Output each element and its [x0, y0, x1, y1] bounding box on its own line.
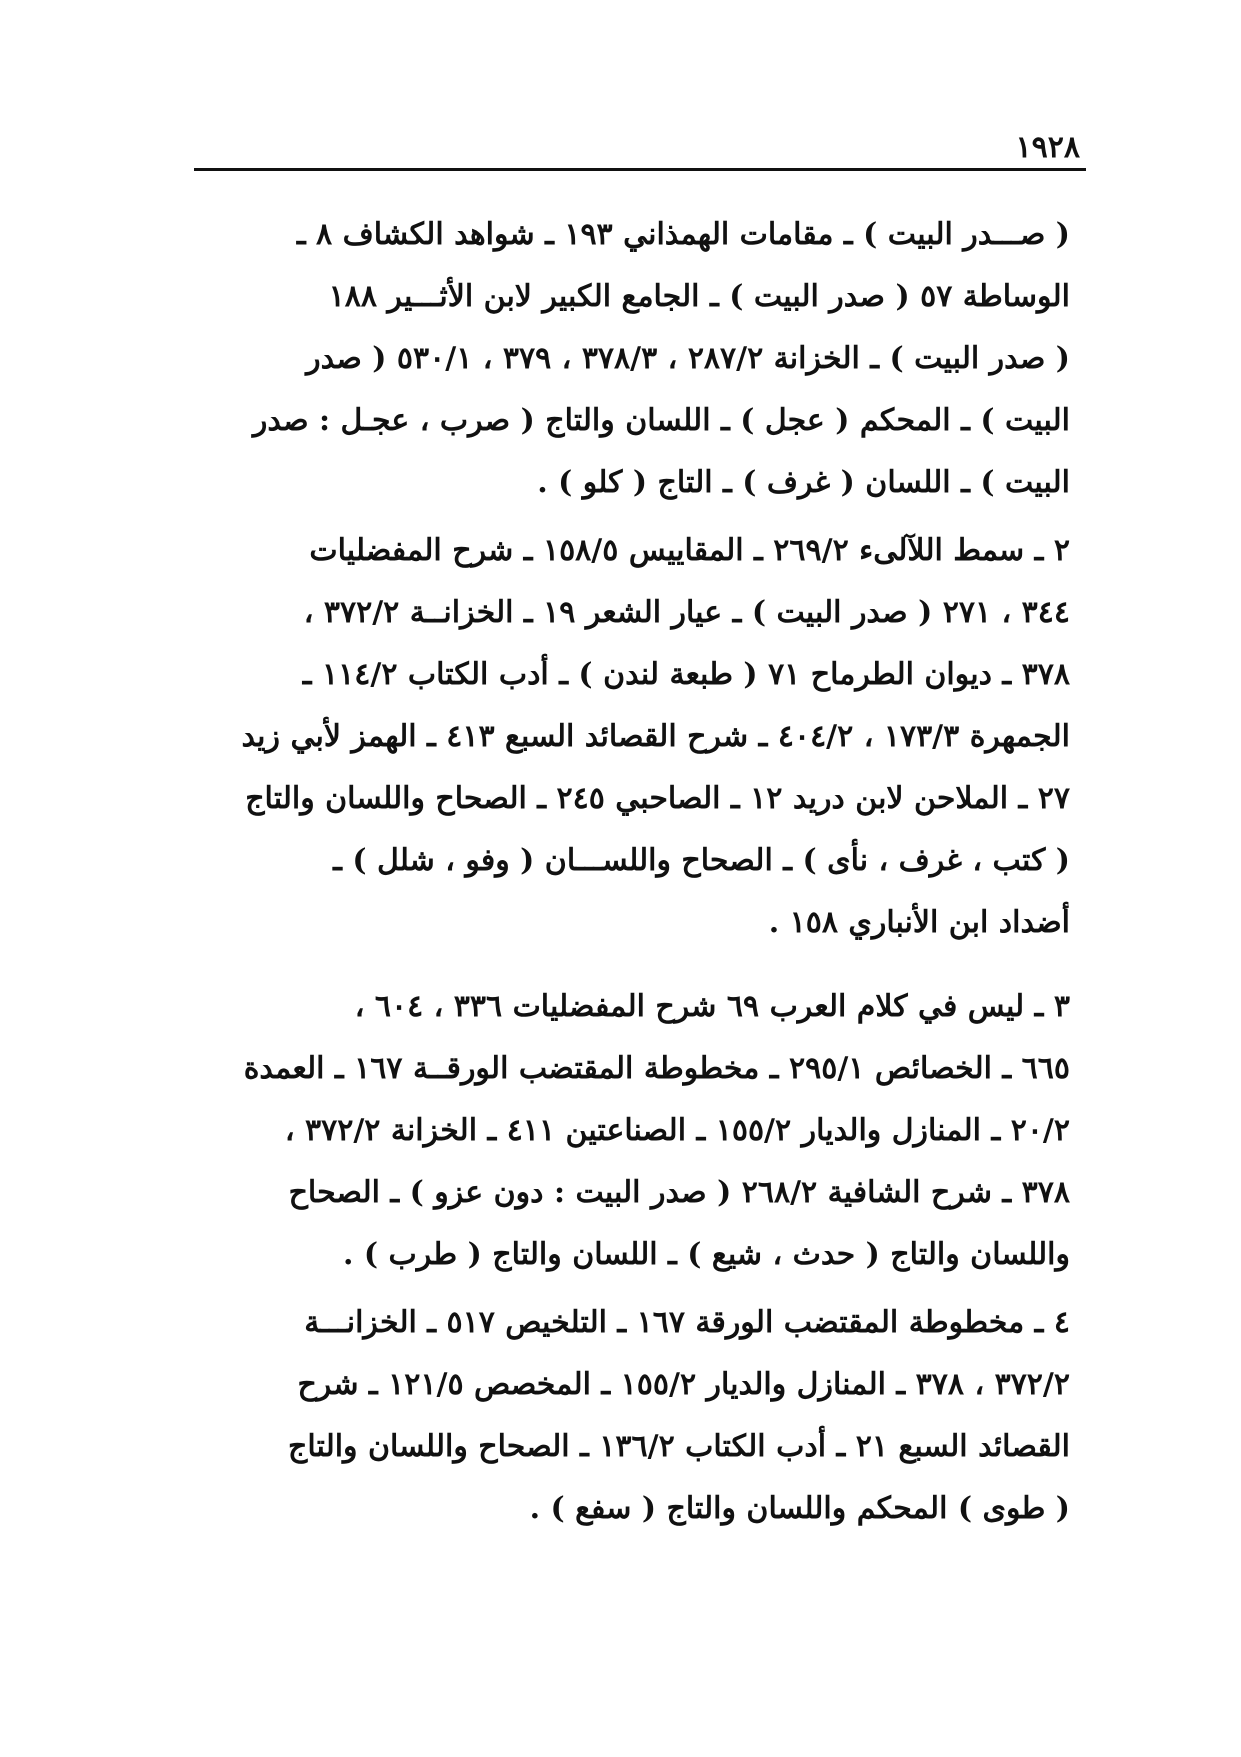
text-line: ٢٧ ـ الملاحن لابن دريد ١٢ ـ الصاحبي ٢٤٥ ـ الصحاح واللسان والتاج: [245, 781, 1070, 816]
page-number: ١٩٢٨: [1015, 130, 1080, 165]
text-line: ٣ ـ ليس في كلام العرب ٦٩ شرح المفضليات ٣٣٦ ، ٦٠٤ ،: [354, 989, 1070, 1024]
text-line: أضداد ابن الأنباري ١٥٨ .: [768, 905, 1070, 940]
text-line: ( صـــدر البيت ) ـ مقامات الهمذاني ١٩٣ ـ شواهد الكشاف ٨ ـ: [296, 217, 1070, 252]
text-line: ٣٧٨ ـ شرح الشافية ٢٦٨/٢ ( صدر البيت : دون عزو ) ـ الصحاح: [288, 1175, 1070, 1210]
text-line: البيت ) ـ المحكم ( عجل ) ـ اللسان والتاج ( صرب ، عجـل : صدر: [252, 403, 1070, 438]
footnote-1: [210, 204, 1070, 514]
text-line: ( طوى ) المحكم واللسان والتاج ( سفع ) .: [529, 1491, 1070, 1526]
text-line: ٣٧٨ ـ ديوان الطرماح ٧١ ( طبعة لندن ) ـ أدب الكتاب ١١٤/٢ ـ: [302, 657, 1070, 692]
text-line: الوساطة ٥٧ ( صدر البيت ) ـ الجامع الكبير لابن الأثـــير ١٨٨: [328, 279, 1070, 314]
footnotes-body: [210, 204, 1070, 1540]
text-line: القصائد السبع ٢١ ـ أدب الكتاب ١٣٦/٢ ـ الصحاح واللسان والتاج: [288, 1429, 1070, 1464]
text-line: ٣٤٤ ، ٢٧١ ( صدر البيت ) ـ عيار الشعر ١٩ ـ الخزانــة ٣٧٢/٢ ،: [303, 595, 1070, 630]
text-line: ٦٦٥ ـ الخصائص ٢٩٥/١ ـ مخطوطة المقتضب الورقــة ١٦٧ ـ العمدة: [243, 1051, 1070, 1086]
text-line: واللسان والتاج ( حدث ، شيع ) ـ اللسان والتاج ( طرب ) .: [342, 1237, 1070, 1272]
footnote-2: [210, 520, 1070, 954]
footnote-3: [210, 976, 1070, 1286]
footnote-4: [210, 1292, 1070, 1540]
text-line: ٣٧٢/٢ ، ٣٧٨ ـ المنازل والديار ١٥٥/٢ ـ المخصص ١٢١/٥ ـ شرح: [297, 1367, 1070, 1402]
text-line: البيت ) ـ اللسان ( غرف ) ـ التاج ( كلو ) .: [537, 465, 1070, 500]
text-line: ٤ ـ مخطوطة المقتضب الورقة ١٦٧ ـ التلخيص ٥١٧ ـ الخزانـــة: [304, 1305, 1070, 1340]
text-line: ٢٠/٢ ـ المنازل والديار ١٥٥/٢ ـ الصناعتين ٤١١ ـ الخزانة ٣٧٢/٢ ،: [284, 1113, 1070, 1148]
text-line: ( صدر البيت ) ـ الخزانة ٢٨٧/٢ ، ٣٧٨/٣ ، ٣٧٩ ، ٥٣٠/١ ( صدر: [306, 341, 1070, 376]
page-header: [200, 120, 1080, 170]
header-rule: [194, 168, 1086, 171]
text-line: ( كتب ، غرف ، نأى ) ـ الصحاح واللســـان ( وفو ، شلل ) ـ: [333, 843, 1070, 878]
book-page: [200, 120, 1080, 1680]
text-line: ٢ ـ سمط اللآلىء ٢٦٩/٢ ـ المقاييس ١٥٨/٥ ـ شرح المفضليات: [309, 533, 1070, 568]
text-line: الجمهرة ١٧٣/٣ ، ٤٠٤/٢ ـ شرح القصائد السبع ٤١٣ ـ الهمز لأبي زيد: [241, 719, 1070, 754]
